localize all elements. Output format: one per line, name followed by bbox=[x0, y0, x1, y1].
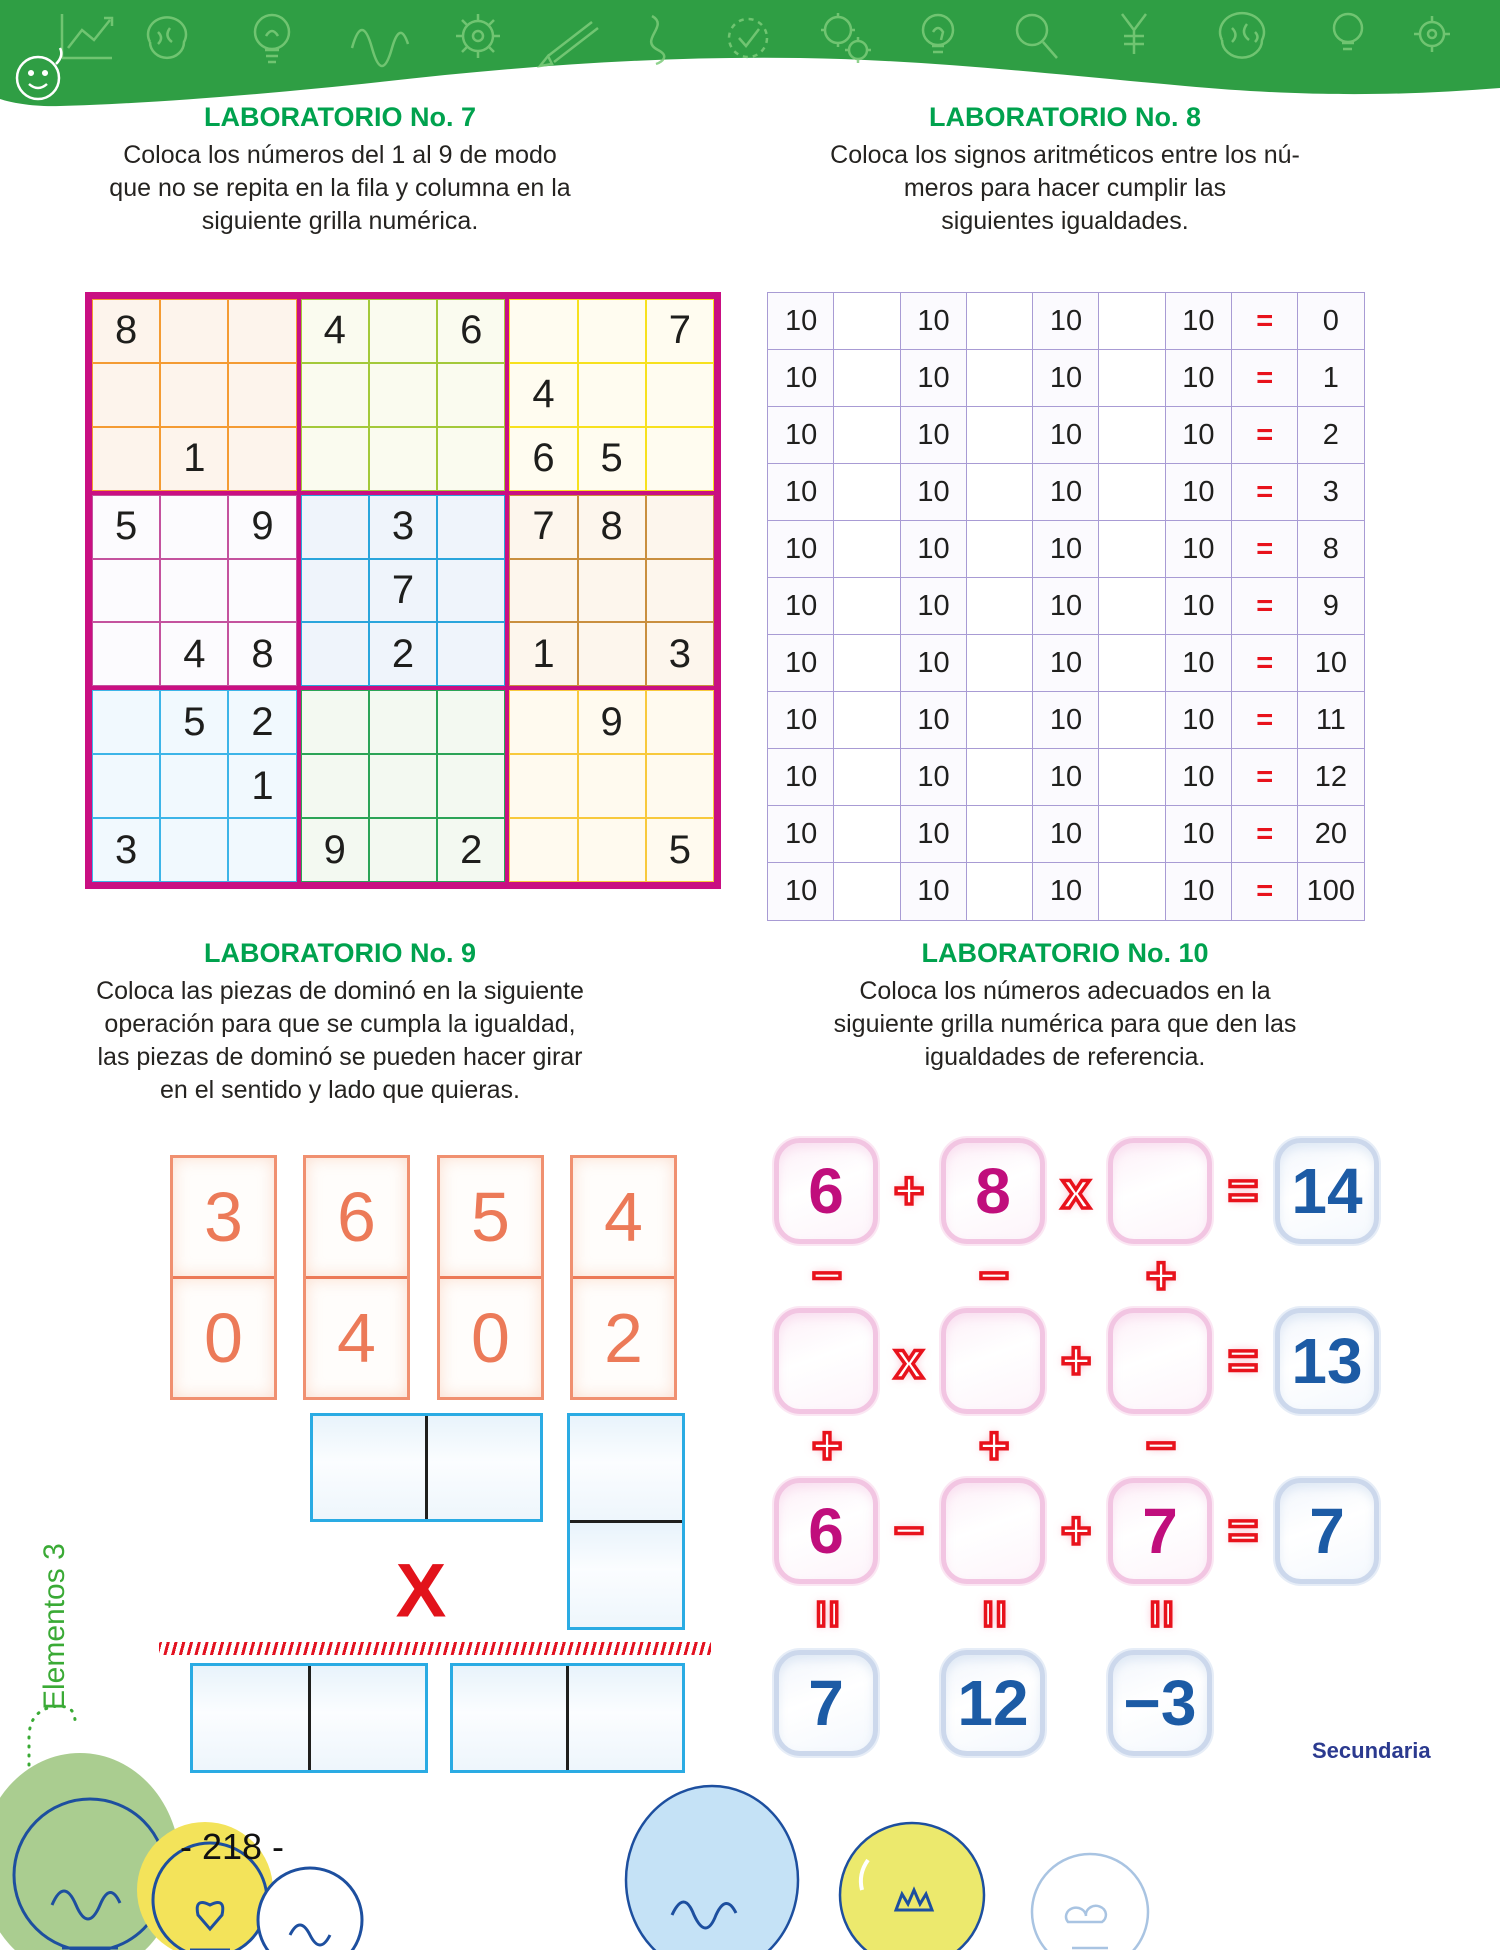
lab8-operand-cell-r9: 10 bbox=[900, 748, 968, 807]
sudoku-cell-r9c9: 5 bbox=[646, 818, 714, 882]
lab8-operand-cell-r11: 10 bbox=[900, 862, 968, 921]
sudoku-cell-r4c2[interactable] bbox=[160, 495, 228, 559]
lab8-operand-cell-r5: 10 bbox=[1165, 520, 1233, 579]
lab8-operand-cell-r7: 10 bbox=[767, 634, 835, 693]
lab10-result-r3 bbox=[1275, 1478, 1379, 1584]
sudoku-block bbox=[299, 493, 508, 689]
lab8-operand-cell-r8: 10 bbox=[767, 691, 835, 750]
sudoku-cell-r8c4[interactable] bbox=[301, 754, 369, 818]
sudoku-cell-r4c6[interactable] bbox=[437, 495, 505, 559]
lab10-column-operator: + bbox=[811, 1417, 843, 1475]
lab8-sign-slot-r8[interactable] bbox=[966, 691, 1034, 750]
lab10-column-equals: = bbox=[967, 1599, 1021, 1629]
domino-top-value: 3 bbox=[173, 1158, 274, 1279]
lab10-operator: x bbox=[894, 1332, 924, 1390]
domino-slot-top bbox=[310, 1413, 543, 1522]
lab8-sign-slot-r6[interactable] bbox=[833, 577, 901, 636]
lab7-desc-line: Coloca los números del 1 al 9 de modo bbox=[123, 141, 557, 169]
lab8-operand-cell-r11: 10 bbox=[1165, 862, 1233, 921]
domino-top-value: 6 bbox=[306, 1158, 407, 1279]
sudoku-grid bbox=[85, 292, 721, 889]
sudoku-block bbox=[299, 297, 508, 493]
sudoku-cell-r5c1[interactable] bbox=[92, 559, 160, 623]
cell-value: 7 bbox=[1142, 1495, 1178, 1567]
lab8-sign-slot-r2[interactable] bbox=[833, 349, 901, 408]
sudoku-cell-r8c6[interactable] bbox=[437, 754, 505, 818]
sudoku-cell-r1c4: 4 bbox=[301, 299, 369, 363]
lab8-equals-cell-r4: = bbox=[1231, 463, 1299, 522]
lab8-operand-cell-r1: 10 bbox=[1032, 292, 1100, 351]
lab8-operand-cell-r4: 10 bbox=[767, 463, 835, 522]
cell-value: 12 bbox=[957, 1667, 1029, 1739]
cell-value: 7 bbox=[808, 1667, 844, 1739]
result-line bbox=[159, 1642, 711, 1655]
cell-value: 7 bbox=[1309, 1495, 1345, 1567]
sudoku-cell-r4c7: 7 bbox=[509, 495, 577, 559]
lab8-sign-slot-r5[interactable] bbox=[1098, 520, 1166, 579]
lab10-cell-r3c2[interactable] bbox=[941, 1478, 1045, 1584]
lab8-operand-cell-r1: 10 bbox=[767, 292, 835, 351]
sudoku-cell-r2c9[interactable] bbox=[646, 363, 714, 427]
lab8-sign-slot-r1[interactable] bbox=[1098, 292, 1166, 351]
sudoku-cell-r7c9[interactable] bbox=[646, 690, 714, 754]
cell-value: 13 bbox=[1291, 1325, 1363, 1397]
lab8-sign-slot-r3[interactable] bbox=[966, 406, 1034, 465]
lab8-operand-cell-r2: 10 bbox=[900, 349, 968, 408]
lab10-desc-line: Coloca los números adecuados en la bbox=[859, 977, 1271, 1005]
lab8-sign-slot-r6[interactable] bbox=[966, 577, 1034, 636]
domino-bottom-value: 0 bbox=[173, 1279, 274, 1397]
lab10-title: LABORATORIO No. 10 bbox=[921, 938, 1209, 968]
sudoku-cell-r6c8[interactable] bbox=[578, 622, 646, 686]
sudoku-cell-r6c2: 4 bbox=[160, 622, 228, 686]
lab8-result-cell-r6: 9 bbox=[1297, 577, 1365, 636]
lab10-cell-r1c1 bbox=[774, 1138, 878, 1244]
lab10-column-operator: − bbox=[978, 1247, 1010, 1305]
sudoku-cell-r6c1[interactable] bbox=[92, 622, 160, 686]
page-number: - 218 - bbox=[180, 1826, 285, 1867]
lab8-sign-slot-r10[interactable] bbox=[833, 805, 901, 864]
bulb-doodle-yellow-2 bbox=[840, 1823, 984, 1950]
lab10-cell-r2c2[interactable] bbox=[941, 1308, 1045, 1414]
sudoku-cell-r4c3: 9 bbox=[228, 495, 296, 559]
sudoku-cell-r9c1: 3 bbox=[92, 818, 160, 882]
sudoku-cell-r5c4[interactable] bbox=[301, 559, 369, 623]
sudoku-cell-r3c7: 6 bbox=[509, 427, 577, 491]
lab8-result-cell-r3: 2 bbox=[1297, 406, 1365, 465]
lab10-operator: + bbox=[1060, 1502, 1092, 1560]
sudoku-cell-r8c2[interactable] bbox=[160, 754, 228, 818]
sudoku-cell-r1c2[interactable] bbox=[160, 299, 228, 363]
sudoku-cell-r5c2[interactable] bbox=[160, 559, 228, 623]
lab8-result-cell-r2: 1 bbox=[1297, 349, 1365, 408]
sudoku-block bbox=[90, 688, 299, 884]
sudoku-cell-r2c3[interactable] bbox=[228, 363, 296, 427]
lab10-cell-r2c1[interactable] bbox=[774, 1308, 878, 1414]
lab8-sign-slot-r2[interactable] bbox=[1098, 349, 1166, 408]
lab8-title: LABORATORIO No. 8 bbox=[928, 102, 1201, 132]
lab8-result-cell-r8: 11 bbox=[1297, 691, 1365, 750]
lab8-operand-cell-r8: 10 bbox=[1165, 691, 1233, 750]
lab8-sign-slot-r9[interactable] bbox=[1098, 748, 1166, 807]
lab8-operand-cell-r5: 10 bbox=[767, 520, 835, 579]
lab8-operand-cell-r3: 10 bbox=[767, 406, 835, 465]
lab9-header bbox=[30, 938, 650, 1107]
domino-piece-4[interactable] bbox=[570, 1155, 677, 1400]
domino-slot-cell[interactable] bbox=[313, 1416, 428, 1519]
lab8-result-cell-r9: 12 bbox=[1297, 748, 1365, 807]
lab10-cell-r2c3[interactable] bbox=[1108, 1308, 1212, 1414]
sudoku-cell-r9c2[interactable] bbox=[160, 818, 228, 882]
lab9-title: LABORATORIO No. 9 bbox=[203, 938, 476, 968]
cell-value: −3 bbox=[1123, 1667, 1197, 1739]
lab10-column-operator: + bbox=[978, 1417, 1010, 1475]
domino-top-value: 4 bbox=[573, 1158, 674, 1279]
sudoku-cell-r2c6[interactable] bbox=[437, 363, 505, 427]
sudoku-cell-r5c8[interactable] bbox=[578, 559, 646, 623]
lab8-operand-cell-r6: 10 bbox=[900, 577, 968, 636]
sudoku-cell-r8c7[interactable] bbox=[509, 754, 577, 818]
lab8-desc-line: meros para hacer cumplir las bbox=[903, 174, 1227, 202]
lab8-equalities-table bbox=[768, 293, 1364, 920]
lab8-operand-cell-r9: 10 bbox=[767, 748, 835, 807]
lab8-operand-cell-r5: 10 bbox=[1032, 520, 1100, 579]
lab7-title: LABORATORIO No. 7 bbox=[203, 102, 476, 132]
lab8-equals-cell-r11: = bbox=[1231, 862, 1299, 921]
lab8-operand-cell-r4: 10 bbox=[900, 463, 968, 522]
sudoku-cell-r8c3: 1 bbox=[228, 754, 296, 818]
sudoku-cell-r5c6[interactable] bbox=[437, 559, 505, 623]
series-label: Elementos 3 bbox=[38, 1543, 71, 1710]
lab8-sign-slot-r5[interactable] bbox=[966, 520, 1034, 579]
imprint-label: Secundaria bbox=[1312, 1738, 1431, 1763]
lab8-equals-cell-r2: = bbox=[1231, 349, 1299, 408]
sudoku-cell-r1c3[interactable] bbox=[228, 299, 296, 363]
domino-slot-cell[interactable] bbox=[570, 1416, 682, 1523]
lab10-column-operator: − bbox=[1145, 1417, 1177, 1475]
sudoku-cell-r9c3[interactable] bbox=[228, 818, 296, 882]
lab8-equals-cell-r3: = bbox=[1231, 406, 1299, 465]
sudoku-cell-r8c9[interactable] bbox=[646, 754, 714, 818]
lab10-equals: = bbox=[1227, 1332, 1259, 1390]
lab8-sign-slot-r11[interactable] bbox=[1098, 862, 1166, 921]
sudoku-cell-r7c8: 9 bbox=[578, 690, 646, 754]
sudoku-block bbox=[90, 493, 299, 689]
sudoku-cell-r3c6[interactable] bbox=[437, 427, 505, 491]
lab10-cell-r1c3[interactable] bbox=[1108, 1138, 1212, 1244]
lab8-operand-cell-r2: 10 bbox=[767, 349, 835, 408]
sudoku-cell-r6c4[interactable] bbox=[301, 622, 369, 686]
lab8-sign-slot-r7[interactable] bbox=[833, 634, 901, 693]
sudoku-cell-r2c7: 4 bbox=[509, 363, 577, 427]
lab8-result-cell-r7: 10 bbox=[1297, 634, 1365, 693]
sudoku-cell-r9c4: 9 bbox=[301, 818, 369, 882]
sudoku-cell-r7c4[interactable] bbox=[301, 690, 369, 754]
sudoku-cell-r1c7[interactable] bbox=[509, 299, 577, 363]
lab10-equals: = bbox=[1227, 1502, 1259, 1560]
sudoku-block bbox=[507, 297, 716, 493]
bulb-doodle-outline bbox=[258, 1868, 362, 1950]
lab7-header bbox=[30, 102, 650, 238]
lab8-result-cell-r11: 100 bbox=[1297, 862, 1365, 921]
lab8-sign-slot-r8[interactable] bbox=[833, 691, 901, 750]
cell-value: 6 bbox=[808, 1155, 844, 1227]
lab8-sign-slot-r11[interactable] bbox=[966, 862, 1034, 921]
lab8-sign-slot-r3[interactable] bbox=[1098, 406, 1166, 465]
lab8-sign-slot-r9[interactable] bbox=[966, 748, 1034, 807]
lab8-sign-slot-r7[interactable] bbox=[966, 634, 1034, 693]
domino-piece-1[interactable] bbox=[170, 1155, 277, 1400]
lab8-sign-slot-r2[interactable] bbox=[966, 349, 1034, 408]
sudoku-cell-r3c9[interactable] bbox=[646, 427, 714, 491]
lab8-operand-cell-r8: 10 bbox=[1032, 691, 1100, 750]
lab8-operand-cell-r10: 10 bbox=[767, 805, 835, 864]
sudoku-cell-r9c6: 2 bbox=[437, 818, 505, 882]
domino-bottom-value: 0 bbox=[440, 1279, 541, 1397]
lab8-sign-slot-r1[interactable] bbox=[966, 292, 1034, 351]
lab8-operand-cell-r9: 10 bbox=[1032, 748, 1100, 807]
sudoku-cell-r3c1[interactable] bbox=[92, 427, 160, 491]
lab8-equals-cell-r8: = bbox=[1231, 691, 1299, 750]
lab8-sign-slot-r4[interactable] bbox=[833, 463, 901, 522]
sudoku-block bbox=[507, 688, 716, 884]
lab8-desc-line: siguientes igualdades. bbox=[941, 207, 1189, 235]
lab10-result-r1 bbox=[1275, 1138, 1379, 1244]
lab8-operand-cell-r9: 10 bbox=[1165, 748, 1233, 807]
lab8-sign-slot-r8[interactable] bbox=[1098, 691, 1166, 750]
lab8-result-cell-r5: 8 bbox=[1297, 520, 1365, 579]
sudoku-cell-r5c3[interactable] bbox=[228, 559, 296, 623]
lab8-operand-cell-r7: 10 bbox=[1165, 634, 1233, 693]
lab10-operator: − bbox=[893, 1502, 925, 1560]
sudoku-cell-r9c7[interactable] bbox=[509, 818, 577, 882]
sudoku-cell-r8c8[interactable] bbox=[578, 754, 646, 818]
lab8-operand-cell-r4: 10 bbox=[1165, 463, 1233, 522]
lab8-operand-cell-r6: 10 bbox=[1032, 577, 1100, 636]
lab10-operator: + bbox=[1060, 1332, 1092, 1390]
lab8-operand-cell-r6: 10 bbox=[767, 577, 835, 636]
sudoku-block bbox=[90, 297, 299, 493]
domino-bottom-value: 2 bbox=[573, 1279, 674, 1397]
lab8-operand-cell-r10: 10 bbox=[1165, 805, 1233, 864]
lab8-sign-slot-r4[interactable] bbox=[966, 463, 1034, 522]
lab8-operand-cell-r2: 10 bbox=[1032, 349, 1100, 408]
sudoku-cell-r1c5[interactable] bbox=[369, 299, 437, 363]
sudoku-cell-r4c1: 5 bbox=[92, 495, 160, 559]
sudoku-cell-r5c9[interactable] bbox=[646, 559, 714, 623]
sudoku-cell-r3c5[interactable] bbox=[369, 427, 437, 491]
lab8-equals-cell-r1: = bbox=[1231, 292, 1299, 351]
lab7-desc-line: que no se repita en la fila y columna en la bbox=[109, 174, 571, 202]
sudoku-cell-r7c7[interactable] bbox=[509, 690, 577, 754]
sudoku-cell-r7c3: 2 bbox=[228, 690, 296, 754]
lab9-desc-line: operación para que se cumpla la igualdad, bbox=[104, 1010, 576, 1038]
domino-bottom-value: 4 bbox=[306, 1279, 407, 1397]
sudoku-cell-r7c5[interactable] bbox=[369, 690, 437, 754]
domino-slot-multiplier bbox=[567, 1413, 685, 1630]
sudoku-cell-r2c5[interactable] bbox=[369, 363, 437, 427]
domino-slot-cell[interactable] bbox=[428, 1416, 540, 1519]
sudoku-cell-r1c6: 6 bbox=[437, 299, 505, 363]
sudoku-cell-r3c8: 5 bbox=[578, 427, 646, 491]
domino-piece-2[interactable] bbox=[303, 1155, 410, 1400]
lab8-sign-slot-r10[interactable] bbox=[966, 805, 1034, 864]
lab10-column-equals: = bbox=[1134, 1599, 1188, 1629]
sudoku-cell-r2c1[interactable] bbox=[92, 363, 160, 427]
lab8-operand-cell-r1: 10 bbox=[1165, 292, 1233, 351]
sudoku-cell-r4c4[interactable] bbox=[301, 495, 369, 559]
lab8-operand-cell-r8: 10 bbox=[900, 691, 968, 750]
lab10-operator: x bbox=[1061, 1162, 1091, 1220]
sudoku-cell-r2c8[interactable] bbox=[578, 363, 646, 427]
sudoku-cell-r6c9: 3 bbox=[646, 622, 714, 686]
sudoku-cell-r4c8: 8 bbox=[578, 495, 646, 559]
lab8-operand-cell-r3: 10 bbox=[900, 406, 968, 465]
domino-piece-3[interactable] bbox=[437, 1155, 544, 1400]
lab8-sign-slot-r9[interactable] bbox=[833, 748, 901, 807]
lab8-desc-line: Coloca los signos aritméticos entre los nú- bbox=[830, 141, 1300, 169]
lab10-cell-r3c3 bbox=[1108, 1478, 1212, 1584]
lab10-desc-line: siguiente grilla numérica para que den las bbox=[833, 1010, 1297, 1038]
sudoku-cell-r2c2[interactable] bbox=[160, 363, 228, 427]
lab8-result-cell-r4: 3 bbox=[1297, 463, 1365, 522]
lab8-sign-slot-r5[interactable] bbox=[833, 520, 901, 579]
sudoku-cell-r2c4[interactable] bbox=[301, 363, 369, 427]
lab10-column-operator: + bbox=[1145, 1247, 1177, 1305]
domino-top-value: 5 bbox=[440, 1158, 541, 1279]
sudoku-cell-r5c5: 7 bbox=[369, 559, 437, 623]
sudoku-cell-r7c2: 5 bbox=[160, 690, 228, 754]
lab10-column-equals: = bbox=[800, 1599, 854, 1629]
cell-value: 6 bbox=[808, 1495, 844, 1567]
lab8-header bbox=[730, 102, 1400, 238]
lab7-desc-line: siguiente grilla numérica. bbox=[201, 207, 479, 235]
cell-value: 14 bbox=[1291, 1155, 1363, 1227]
footer-decorations bbox=[0, 1700, 1500, 1950]
sudoku-cell-r8c1[interactable] bbox=[92, 754, 160, 818]
lab8-sign-slot-r6[interactable] bbox=[1098, 577, 1166, 636]
lab8-sign-slot-r10[interactable] bbox=[1098, 805, 1166, 864]
lab10-desc-line: igualdades de referencia. bbox=[924, 1043, 1206, 1071]
cell-value: 8 bbox=[975, 1155, 1011, 1227]
lab8-sign-slot-r4[interactable] bbox=[1098, 463, 1166, 522]
sudoku-cell-r7c6[interactable] bbox=[437, 690, 505, 754]
sudoku-block bbox=[507, 493, 716, 689]
domino-slot-cell[interactable] bbox=[570, 1523, 682, 1627]
sudoku-cell-r9c8[interactable] bbox=[578, 818, 646, 882]
sudoku-cell-r9c5[interactable] bbox=[369, 818, 437, 882]
lab8-equals-cell-r7: = bbox=[1231, 634, 1299, 693]
lab8-equals-cell-r10: = bbox=[1231, 805, 1299, 864]
lab8-equals-cell-r5: = bbox=[1231, 520, 1299, 579]
lab8-sign-slot-r11[interactable] bbox=[833, 862, 901, 921]
sudoku-cell-r1c1: 8 bbox=[92, 299, 160, 363]
sudoku-cell-r7c1[interactable] bbox=[92, 690, 160, 754]
lab8-sign-slot-r1[interactable] bbox=[833, 292, 901, 351]
lab10-header bbox=[730, 938, 1400, 1074]
lab8-operand-cell-r3: 10 bbox=[1165, 406, 1233, 465]
lab9-desc-line: las piezas de dominó se pueden hacer girar bbox=[97, 1043, 583, 1071]
sudoku-block bbox=[299, 688, 508, 884]
lab8-equals-cell-r6: = bbox=[1231, 577, 1299, 636]
lab8-result-cell-r10: 20 bbox=[1297, 805, 1365, 864]
lab9-desc-line: Coloca las piezas de dominó en la siguiente bbox=[96, 977, 584, 1005]
lab10-operator: + bbox=[893, 1162, 925, 1220]
banner-wave bbox=[0, 0, 1500, 106]
lab10-cell-r1c2 bbox=[941, 1138, 1045, 1244]
lab8-result-cell-r1: 0 bbox=[1297, 292, 1365, 351]
lab8-operand-cell-r4: 10 bbox=[1032, 463, 1100, 522]
multiply-symbol: X bbox=[395, 1548, 447, 1634]
lab8-operand-cell-r7: 10 bbox=[1032, 634, 1100, 693]
lab8-sign-slot-r3[interactable] bbox=[833, 406, 901, 465]
sudoku-cell-r4c5: 3 bbox=[369, 495, 437, 559]
sudoku-cell-r6c6[interactable] bbox=[437, 622, 505, 686]
lab8-operand-cell-r11: 10 bbox=[1032, 862, 1100, 921]
lab10-result-r2 bbox=[1275, 1308, 1379, 1414]
sudoku-cell-r6c3: 8 bbox=[228, 622, 296, 686]
lab8-operand-cell-r1: 10 bbox=[900, 292, 968, 351]
sudoku-cell-r1c9: 7 bbox=[646, 299, 714, 363]
lab8-operand-cell-r6: 10 bbox=[1165, 577, 1233, 636]
lab8-operand-cell-r10: 10 bbox=[1032, 805, 1100, 864]
lab8-operand-cell-r7: 10 bbox=[900, 634, 968, 693]
bulb-doodle-blue bbox=[626, 1786, 798, 1950]
lab10-cell-r3c1 bbox=[774, 1478, 878, 1584]
sudoku-cell-r1c8[interactable] bbox=[578, 299, 646, 363]
lab9-desc-line: en el sentido y lado que quieras. bbox=[160, 1076, 520, 1104]
sudoku-cell-r5c7[interactable] bbox=[509, 559, 577, 623]
lab10-column-operator: − bbox=[811, 1247, 843, 1305]
lab8-operand-cell-r5: 10 bbox=[900, 520, 968, 579]
sudoku-cell-r3c2: 1 bbox=[160, 427, 228, 491]
lab8-operand-cell-r11: 10 bbox=[767, 862, 835, 921]
bulb-doodle-faint bbox=[1032, 1854, 1148, 1950]
lab8-sign-slot-r7[interactable] bbox=[1098, 634, 1166, 693]
lab8-operand-cell-r3: 10 bbox=[1032, 406, 1100, 465]
sudoku-cell-r6c7: 1 bbox=[509, 622, 577, 686]
lab8-operand-cell-r10: 10 bbox=[900, 805, 968, 864]
sudoku-cell-r3c3[interactable] bbox=[228, 427, 296, 491]
sudoku-cell-r3c4[interactable] bbox=[301, 427, 369, 491]
lab8-equals-cell-r9: = bbox=[1231, 748, 1299, 807]
sudoku-cell-r8c5[interactable] bbox=[369, 754, 437, 818]
lab8-operand-cell-r2: 10 bbox=[1165, 349, 1233, 408]
sudoku-cell-r4c9[interactable] bbox=[646, 495, 714, 559]
sudoku-cell-r6c5: 2 bbox=[369, 622, 437, 686]
lab10-equals: = bbox=[1227, 1162, 1259, 1220]
